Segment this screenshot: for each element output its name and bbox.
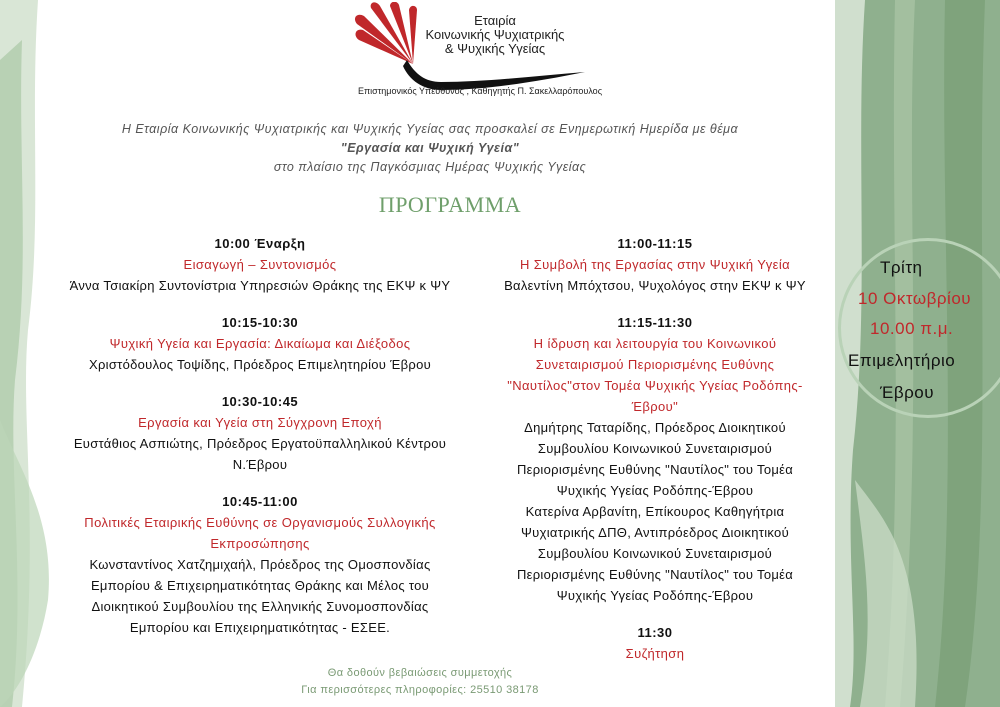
program-speaker: Χριστόδουλος Τοψίδης, Πρόεδρος Επιμελητηρίου Έβρου: [88, 357, 432, 372]
program-speaker: Συμβουλίου Κοινωνικού Συνεταιρισμού: [537, 546, 773, 561]
program-topic: Εκπροσώπησης: [210, 536, 310, 551]
program-topic: "Ναυτίλος"στον Τομέα Ψυχικής Υγείας Ροδόπης-: [507, 378, 803, 393]
program-speaker: Ψυχικής Υγείας Ροδόπης-Έβρου: [556, 483, 754, 498]
program-item: [470, 312, 840, 606]
program-speaker: Διοικητικού Συμβουλίου της Ελληνικής Συνομοσπονδίας: [91, 599, 429, 614]
program-topic: Η Συμβολή της Εργασίας στην Ψυχική Υγεία: [519, 257, 791, 272]
program-left-column: [60, 233, 460, 654]
program-topic: Η ίδρυση και λειτουργία του Κοινωνικού: [533, 336, 777, 351]
program-speaker: Ψυχιατρικής ΔΠΘ, Αντιπρόεδρος Διοικητικού: [521, 525, 789, 540]
event-time: 10.00 π.μ.: [870, 319, 954, 338]
program-item: [60, 312, 460, 375]
program-time: 10:00 Έναρξη: [214, 236, 306, 251]
program-time: 11:30: [637, 625, 673, 640]
event-venue: Έβρου: [880, 383, 935, 402]
footer: [0, 665, 840, 699]
program-title: ΠΡΟΓΡΑΜΜΑ: [378, 192, 522, 217]
program-topic: Συζήτηση: [625, 646, 685, 661]
footer-contact-info: Για περισσότερες πληροφορίες: 25510 38178: [301, 684, 539, 696]
program-topic: Εργασία και Υγεία στη Σύγχρονη Εποχή: [138, 415, 382, 430]
program-speaker: Εμπορίου & Επιχειρηματικότητας Θράκης και Μέλος του: [90, 578, 430, 593]
program-speaker: Άννα Τσιακίρη Συντονίστρια Υπηρεσιών Θράκης της ΕΚΨ κ ΨΥ: [69, 278, 451, 293]
program-speaker: Περιορισμένης Ευθύνης "Ναυτίλος" του Τομέα: [516, 567, 794, 582]
program-speaker: Ν.Έβρου: [232, 457, 288, 472]
program-speaker: Συμβουλίου Κοινωνικού Συνεταιρισμού: [537, 441, 773, 456]
program-item: [60, 391, 460, 475]
program-speaker: Κωνσταντίνος Χατζημιχαήλ, Πρόεδρος της Ομοσπονδίας: [89, 557, 431, 572]
program-speaker: Κατερίνα Αρβανίτη, Επίκουρος Καθηγήτρια: [525, 504, 785, 519]
program-speaker: Ευστάθιος Ασπιώτης, Πρόεδρος Εργατοϋπαλληλικού Κέντρου: [73, 436, 447, 451]
program-speaker: Ψυχικής Υγείας Ροδόπης-Έβρου: [556, 588, 754, 603]
logo-subtitle: Επιστημονικός Υπεύθυνος , Καθηγητής Π. Σακελλαρόπουλος: [357, 86, 603, 96]
program-topic: Έβρου": [631, 399, 679, 414]
event-theme: "Εργασία και Ψυχική Υγεία": [340, 141, 520, 155]
program-time: 11:00-11:15: [617, 236, 693, 251]
event-venue: Επιμελητήριο: [848, 351, 956, 370]
program-right-column: [470, 233, 840, 680]
program-topic: Πολιτικές Εταιρικής Ευθύνης σε Οργανισμούς Συλλογικής: [84, 515, 436, 530]
program-item: [470, 233, 840, 296]
intro-line: Η Εταιρία Κοινωνικής Ψυχιατρικής και Ψυχικής Υγείας σας προσκαλεί σε Ενημερωτική Ημερίδα με θέμα: [121, 122, 739, 136]
event-date: 10 Οκτωβρίου: [858, 289, 972, 308]
program-time: 10:15-10:30: [221, 315, 299, 330]
program-topic: Ψυχική Υγεία και Εργασία: Δικαίωμα και Διέξοδος: [109, 336, 411, 351]
program-item: [60, 491, 460, 638]
event-day: Τρίτη: [880, 258, 923, 277]
logo-name-line: & Ψυχικής Υγείας: [444, 41, 546, 56]
logo-name-line: Εταιρία: [474, 13, 516, 28]
program-topic: Συνεταιρισμού Περιορισμένης Ευθύνης: [535, 357, 775, 372]
program-time: 10:30-10:45: [221, 394, 299, 409]
program-speaker: Βαλεντίνη Μπόχτσου, Ψυχολόγος στην ΕΚΨ κ ΨΥ: [504, 278, 806, 293]
program-speaker: Περιορισμένης Ευθύνης "Ναυτίλος" του Τομέα: [516, 462, 794, 477]
program-topic: Εισαγωγή – Συντονισμός: [183, 257, 337, 272]
invitation-intro: [40, 120, 820, 177]
program-time: 11:15-11:30: [617, 315, 693, 330]
program-item: [470, 622, 840, 664]
program-item: [60, 233, 460, 296]
program-speaker: Δημήτρης Ταταρίδης, Πρόεδρος Διοικητικού: [524, 420, 786, 435]
footer-certificates-note: Θα δοθούν βεβαιώσεις συμμετοχής: [327, 667, 513, 679]
logo-organization-name: [425, 14, 565, 56]
program-time: 10:45-11:00: [222, 494, 298, 509]
program-speaker: Εμπορίου και Επιχειρηματικότητας - ΕΣΕΕ.: [129, 620, 391, 635]
intro-line: στο πλαίσιο της Παγκόσμιας Ημέρας Ψυχικής Υγείας: [273, 160, 587, 174]
logo-name-line: Κοινωνικής Ψυχιατρικής: [425, 27, 565, 42]
event-details: [840, 255, 1000, 405]
